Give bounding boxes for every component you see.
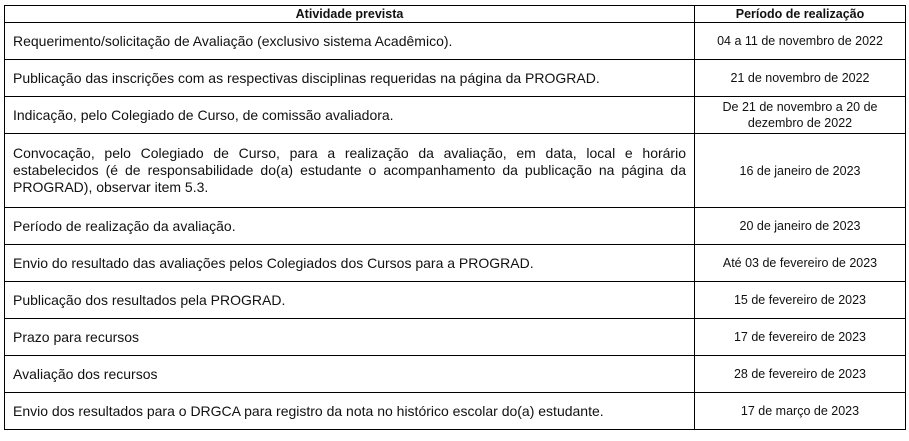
table-row bbox=[5, 97, 906, 134]
activity-cell: Indicação, pelo Colegiado de Curso, de comissão avaliadora. bbox=[5, 97, 695, 134]
activity-cell: Avaliação dos recursos bbox=[5, 356, 695, 393]
period-cell: 16 de janeiro de 2023 bbox=[695, 134, 906, 208]
period-cell: 28 de fevereiro de 2023 bbox=[695, 356, 906, 393]
period-cell: 17 de março de 2023 bbox=[695, 393, 906, 430]
period-cell: De 21 de novembro a 20 de dezembro de 2022 bbox=[695, 97, 906, 134]
activity-cell: Período de realização da avaliação. bbox=[5, 208, 695, 245]
table-row bbox=[5, 356, 906, 393]
table-row bbox=[5, 319, 906, 356]
period-cell: 17 de fevereiro de 2023 bbox=[695, 319, 906, 356]
activity-cell: Requerimento/solicitação de Avaliação (exclusivo sistema Acadêmico). bbox=[5, 23, 695, 60]
header-row bbox=[5, 6, 906, 23]
period-cell: Até 03 de fevereiro de 2023 bbox=[695, 245, 906, 282]
activity-cell: Envio dos resultados para o DRGCA para registro da nota no histórico escolar do(a) estudante. bbox=[5, 393, 695, 430]
period-cell: 21 de novembro de 2022 bbox=[695, 60, 906, 97]
table-row bbox=[5, 208, 906, 245]
activity-cell: Prazo para recursos bbox=[5, 319, 695, 356]
table-row bbox=[5, 23, 906, 60]
table-row bbox=[5, 393, 906, 430]
table-row bbox=[5, 245, 906, 282]
period-cell: 15 de fevereiro de 2023 bbox=[695, 282, 906, 319]
header-period: Período de realização bbox=[695, 6, 906, 23]
activity-cell: Convocação, pelo Colegiado de Curso, para a realização da avaliação, em data, local e horário estabelecidos (é de responsabilidade do(a) estudante o acompanhamento da publicação na página da PROGRAD), observar item 5.3. bbox=[5, 134, 695, 208]
schedule-table bbox=[4, 5, 906, 430]
period-cell: 04 a 11 de novembro de 2022 bbox=[695, 23, 906, 60]
activity-cell: Publicação das inscrições com as respectivas disciplinas requeridas na página da PROGRAD. bbox=[5, 60, 695, 97]
activity-cell: Publicação dos resultados pela PROGRAD. bbox=[5, 282, 695, 319]
period-cell: 20 de janeiro de 2023 bbox=[695, 208, 906, 245]
table-row bbox=[5, 134, 906, 208]
header-activity: Atividade prevista bbox=[5, 6, 695, 23]
activity-cell: Envio do resultado das avaliações pelos Colegiados dos Cursos para a PROGRAD. bbox=[5, 245, 695, 282]
table-row bbox=[5, 60, 906, 97]
table-row bbox=[5, 282, 906, 319]
